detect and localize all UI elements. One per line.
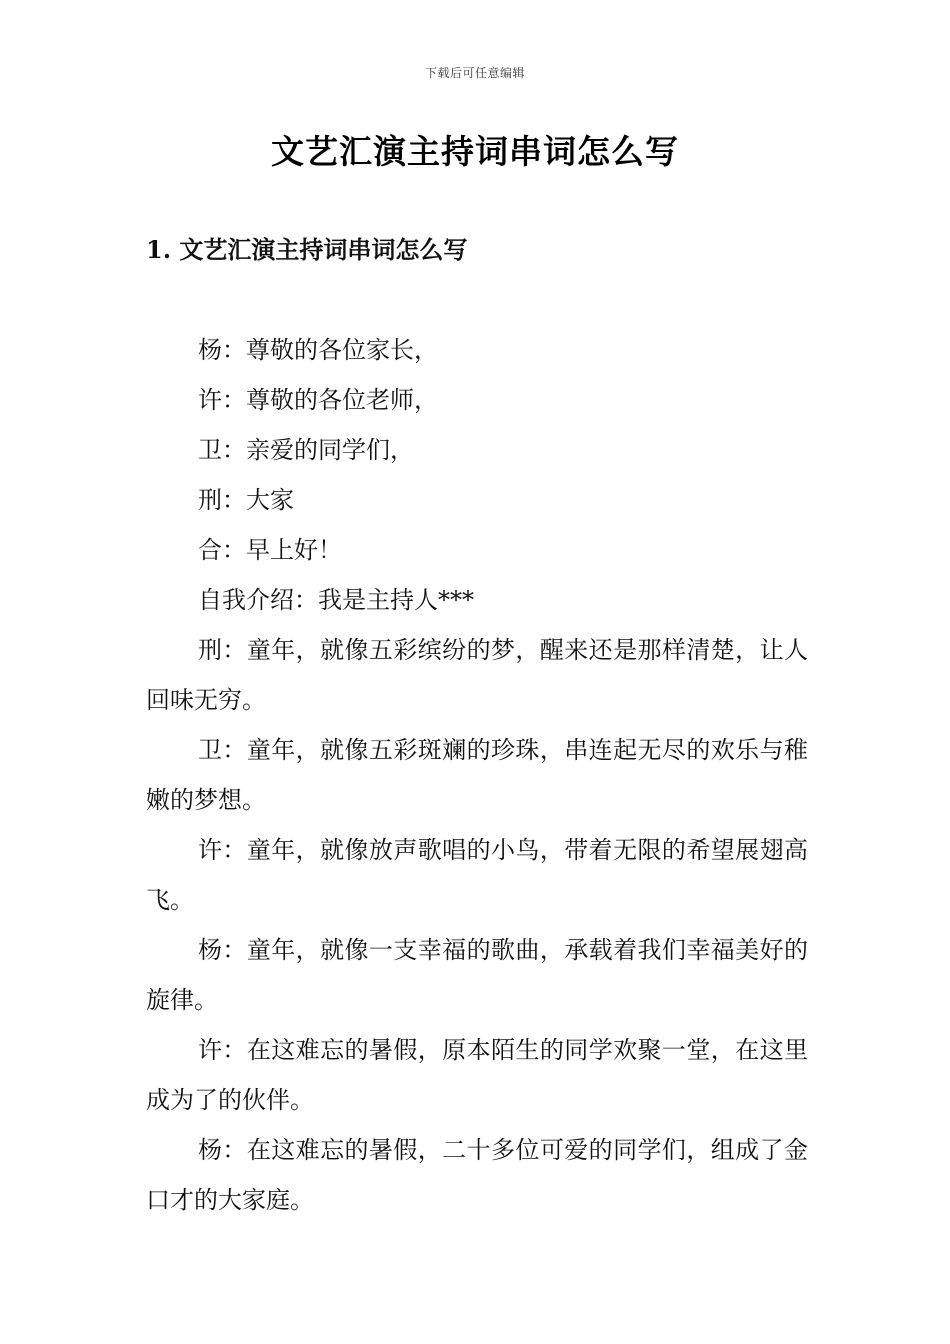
page-header: 下载后可任意编辑 [424,66,525,80]
paragraph-greeting-together: 合：早上好！ [198,536,342,564]
paragraph-self-introduction: 自我介绍：我是主持人*** [198,586,474,614]
paragraph-greeting-wei: 卫：亲爱的同学们， [198,436,414,464]
paragraph-childhood-wei: 卫：童年，就像五彩斑斓的珍珠，串连起无尽的欢乐与稚嫩的梦想。 [146,736,808,814]
paragraph-childhood-xing: 刑：童年，就像五彩缤纷的梦，醒来还是那样清楚，让人回味无穷。 [146,636,808,714]
paragraph-greeting-yang: 杨：尊敬的各位家长， [198,336,438,364]
paragraph-greeting-xu: 许：尊敬的各位老师， [198,386,438,414]
section-heading: 1. 文艺汇演主持词串词怎么写 [146,235,468,264]
paragraph-summer-xu: 许：在这难忘的暑假，原本陌生的同学欢聚一堂，在这里成为了的伙伴。 [146,1036,808,1114]
document-title: 文艺汇演主持词串词怎么写 [271,132,679,171]
paragraph-summer-yang: 杨：在这难忘的暑假，二十多位可爱的同学们，组成了金口才的大家庭。 [146,1136,808,1214]
document-body [146,325,808,1225]
paragraph-greeting-xing: 刑：大家 [198,486,294,514]
paragraph-childhood-yang: 杨：童年，就像一支幸福的歌曲，承载着我们幸福美好的旋律。 [146,936,808,1014]
paragraph-childhood-xu: 许：童年，就像放声歌唱的小鸟，带着无限的希望展翅高飞。 [146,836,808,914]
